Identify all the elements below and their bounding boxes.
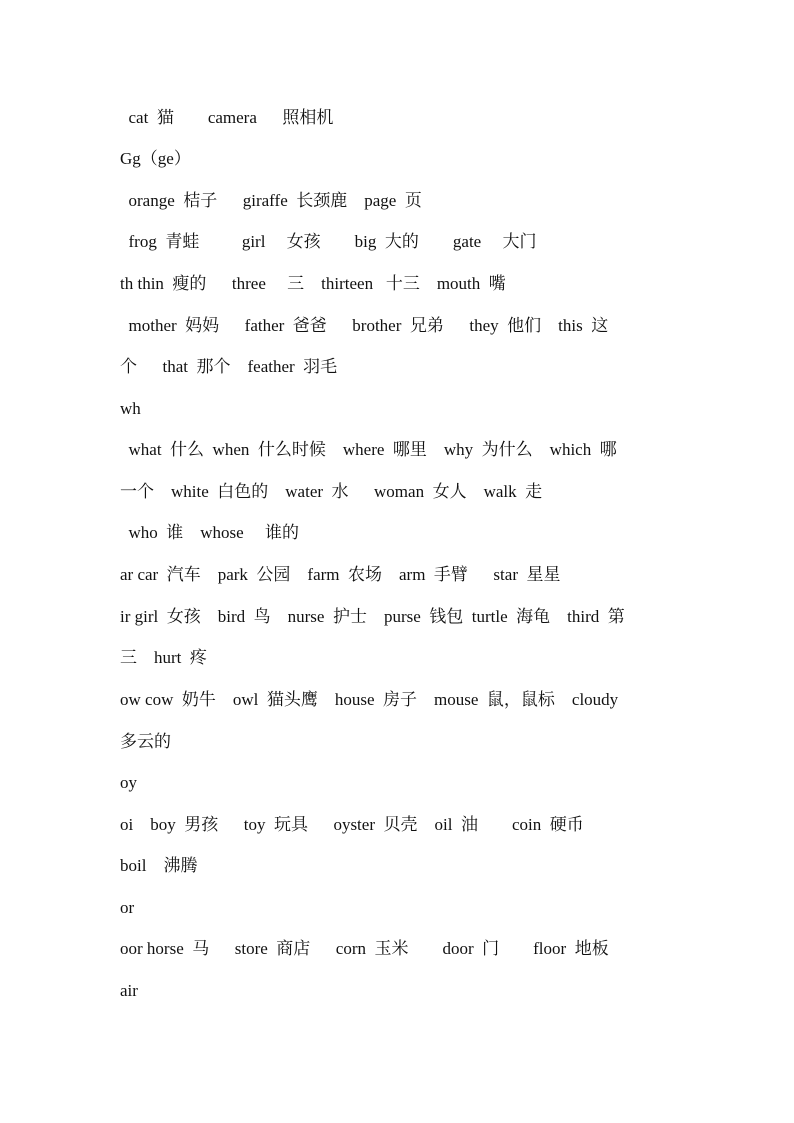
text-line: 多云的 — [120, 732, 171, 751]
text-line: 个 that 那个 feather 羽毛 — [120, 357, 338, 376]
text-line: 三 hurt 疼 — [120, 648, 207, 667]
text-line: oi boy 男孩 toy 玩具 oyster 贝壳 oil 油 coin 硬币 — [120, 815, 584, 834]
text-line: ow cow 奶牛 owl 猫头鹰 house 房子 mouse 鼠，鼠标 cloudy — [120, 690, 619, 709]
text-line: or — [120, 898, 135, 917]
text-line: 一个 white 白色的 water 水 woman 女人 walk 走 — [120, 482, 543, 501]
text-line: ar car 汽车 park 公园 farm 农场 arm 手臂 star 星星 — [120, 565, 561, 584]
text-line: oor horse 马 store 商店 corn 玉米 door 门 floor 地板 — [120, 939, 609, 958]
text-line: cat 猫 camera 照相机 — [120, 108, 334, 127]
text-line: oy — [120, 773, 137, 792]
text-line: orange 桔子 giraffe 长颈鹿 page 页 — [120, 191, 422, 210]
text-line: boil 沸腾 — [120, 856, 198, 875]
text-line: ir girl 女孩 bird 鸟 nurse 护士 purse 钱包 turtle 海龟 third 第 — [120, 607, 625, 626]
text-line: frog 青蛙 girl 女孩 big 大的 gate 大门 — [120, 232, 537, 251]
text-line: Gg（ge） — [120, 149, 191, 168]
text-line: mother 妈妈 father 爸爸 brother 兄弟 they 他们 this 这 — [120, 316, 609, 335]
text-line: what 什么 when 什么时候 where 哪里 why 为什么 which 哪 — [120, 440, 617, 459]
text-line: air — [120, 981, 138, 1000]
text-line: who 谁 whose 谁的 — [120, 523, 299, 542]
text-line: wh — [120, 399, 141, 418]
text-line: th thin 瘦的 three 三 thirteen 十三 mouth 嘴 — [120, 274, 506, 293]
